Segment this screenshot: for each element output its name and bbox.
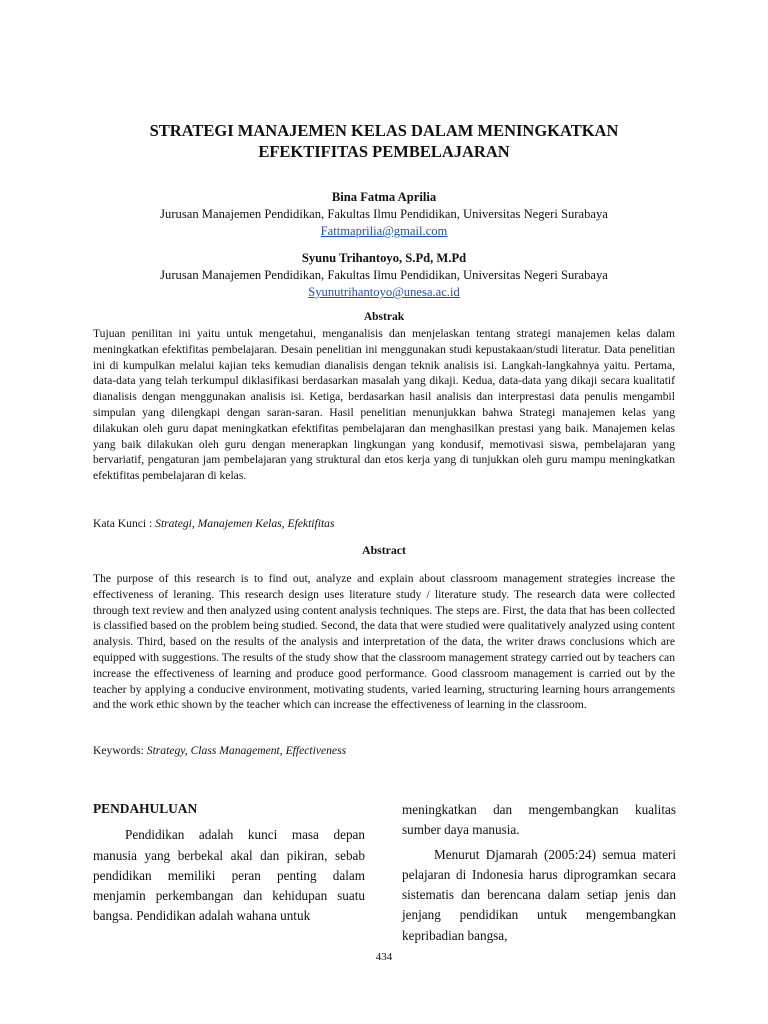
author-block-2	[60, 250, 708, 301]
keywords-values: Strategy, Class Management, Effectiveness	[146, 744, 347, 757]
author-name: Syunu Trihantoyo, S.Pd, M.Pd	[301, 251, 467, 265]
section-heading-pendahuluan: PENDAHULUAN	[93, 801, 198, 816]
right-column	[402, 800, 676, 946]
abstrak-text: Tujuan penilitan ini yaitu untuk mengetahui, menganalisis dan menjelaskan tentang strategi manajemen kelas dalam meningkatkan efektifitas pembelajaran. Desain penelitian ini menggunakan studi kepustakaan/studi literatur. Data penelitian ini di kumpulkan melalui kajian teks kemudian dianalisis dengan teknik analisis isi. Langkah-langkahnya yaitu. Pertama, data-data yang telah terkumpul diklasifikasi berdasarkan masalah yang dikaji. Kedua, data-data yang dikaji secara kualitatif dianalisis dengan menggunakan analisis isi. Ketiga, berdasarkan hasil analisis dan interprestasi data penulis mengambil simpulan yang dilengkapi dengan saran-saran. Hasil penelitian menunjukkan bahwa Strategi manajemen kelas yang dilakukan oleh guru dapat meningkatkan efektifitas pembelajaran dan menghasilkan prestasi yang baik. Manajemen kelas yang baik dilakukan oleh guru dengan menerapkan lingkungan yang kondusif, memotivasi siswa, pembelajaran yang bervariatif, pengaturan jam pembelajaran yang struktural dan etos kerja yang di tunjukkan oleh guru mampu meningkatkan efektifitas pembelajaran di kelas.	[93, 327, 675, 483]
abstrak-heading: Abstrak	[363, 311, 405, 323]
author-affiliation: Jurusan Manajemen Pendidikan, Fakultas Ilmu Pendidikan, Universitas Negeri Surabaya	[160, 207, 608, 221]
author-block-1	[60, 189, 708, 240]
author-email-link[interactable]: Syunutrihantoyo@unesa.ac.id	[308, 285, 460, 299]
body-paragraph: Pendidikan adalah kunci masa depan manusia yang berbekal akal dan pikiran, sebab pendidikan memiliki peran penting dalam menjamin perkembangan dan kehidupan suatu bangsa. Pendidikan adalah wahana untuk	[93, 827, 365, 924]
body-paragraph: Menurut Djamarah (2005:24) semua materi pelajaran di Indonesia harus diprogramkan secara sistematis dan berencana dalam setiap jenis dan jenjang pendidikan untuk mengembangkan kepribadian bangsa,	[402, 846, 676, 943]
page-number: 434	[375, 951, 393, 963]
left-column	[93, 799, 365, 927]
title-line-2: EFEKTIFITAS PEMBELAJARAN	[258, 142, 510, 161]
keywords-values: Strategi, Manajemen Kelas, Efektifitas	[155, 517, 335, 530]
body-paragraph: meningkatkan dan mengembangkan kualitas sumber daya manusia.	[402, 802, 676, 838]
kata-kunci	[93, 516, 675, 531]
title-line-1: STRATEGI MANAJEMEN KELAS DALAM MENINGKATKAN	[149, 121, 619, 140]
keywords	[93, 743, 675, 758]
author-affiliation: Jurusan Manajemen Pendidikan, Fakultas Ilmu Pendidikan, Universitas Negeri Surabaya	[160, 268, 608, 282]
author-name: Bina Fatma Aprilia	[331, 190, 437, 204]
keywords-label: Kata Kunci :	[93, 517, 156, 530]
keywords-label: Keywords:	[93, 744, 147, 757]
author-email-link[interactable]: Fattmaprilia@gmail.com	[320, 224, 448, 238]
abstract-text: The purpose of this research is to find out, analyze and explain about classroom management strategies increase the effectiveness of leraning. This research design uses literature study / literature study. The research data were collected through text review and then analyzed using content analysis techniques. The steps are. First, the data that has been collected is classified based on the problem being studied. Second, the data that were studied were qualitatively analyzed using content analysis. Third, based on the results of the analysis and interpretation of the data, the writer draws conclusions which are equipped with suggestions. The results of the study show that the classroom management strategy carried out by teachers can increase the effectiveness of learning and produce good performance. Good classroom management is carried out by the teacher by applying a conducive environment, motivating students, varied learning, structuring learning hours arrangements and the work ethic shown by the teacher which can increase the effectiveness of learning in the classroom.	[93, 572, 675, 712]
abstract-heading: Abstract	[362, 543, 406, 557]
paper-title	[60, 120, 708, 162]
